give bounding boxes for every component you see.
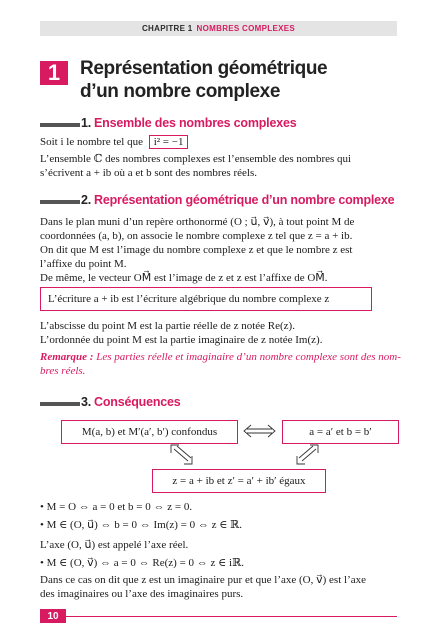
subsection-title: Représentation géométrique d’un nombre complexe (94, 193, 395, 207)
double-arrow-diagonal-right-icon (297, 445, 318, 464)
remark-text-continued: bres réels. (40, 365, 86, 377)
subsection-number: 3. (81, 395, 92, 409)
section-title-line1: Représentation géométrique (80, 58, 328, 79)
footer-rule (66, 616, 397, 617)
text-line: des imaginaires ou l’axe des imaginaires purs. (40, 588, 244, 600)
text-line: Dans le plan muni d’un repère orthonormé (O ; u⃗, v⃗), à tout point M de (40, 216, 355, 228)
chapter-label: CHAPITRE 1 (141, 24, 193, 33)
double-arrow-horizontal-icon (244, 425, 275, 437)
text-line: s’écrivent a + ib où a et b sont des nombres réels. (40, 167, 257, 179)
subsection-title: Conséquences (94, 395, 181, 409)
remark-text: Les parties réelle et imaginaire d’un nombre complexe sont des nom- (96, 351, 401, 363)
text-fragment: Soit i le nombre tel que (40, 136, 143, 148)
section-number: 1 (40, 61, 68, 85)
text-line: On dit que M est l’image du nombre complexe z et que le nombre z est (40, 244, 353, 256)
text-line: Dans ce cas on dit que z est un imaginaire pur et que l’axe (O, v⃗) est l’axe (40, 574, 366, 586)
bullet-line: • M ∈ (O, u⃗) ⇔ b = 0 ⇔ Im(z) = 0 ⇔ z ∈ ℝ. (40, 519, 243, 531)
text-line: L’ensemble ℂ des nombres complexes est l’ensemble des nombres qui (40, 153, 352, 165)
subsection-title: Ensemble des nombres complexes (94, 116, 297, 130)
algebraic-form-box: L’écriture a + ib est l’écriture algébrique du nombre complexe z (40, 287, 372, 311)
consequence-box-right: a = a′ et b = b′ (282, 420, 399, 444)
subsection-number: 2. (81, 193, 92, 207)
chapter-title: NOMBRES COMPLEXES (196, 24, 295, 33)
bullet-line: • M = O ⇔ a = 0 et b = 0 ⇔ z = 0. (40, 501, 193, 513)
text-line: l’affixe du point M. (40, 258, 127, 270)
text-line: L’axe (O, u⃗) est appelé l’axe réel. (40, 539, 189, 551)
page-number: 10 (40, 609, 66, 623)
subsection-number: 1. (81, 116, 92, 130)
consequence-box-left: M(a, b) et M′(a′, b′) confondus (61, 420, 238, 444)
text-line: L’abscisse du point M est la partie réelle de z notée Re(z). (40, 320, 295, 332)
text-line: coordonnées (a, b), on associe le nombre complexe z tel que z = a + ib. (40, 230, 353, 242)
consequence-box-bottom: z = a + ib et z′ = a′ + ib′ égaux (152, 469, 326, 493)
text-line: L’ordonnée du point M est la partie imaginaire de z notée Im(z). (40, 334, 323, 346)
remark-label: Remarque : (40, 351, 94, 363)
formula-box: i² = −1 (149, 135, 189, 149)
double-arrow-diagonal-left-icon (171, 445, 192, 464)
text-line: De même, le vecteur OM⃗ est l’image de z et z est l’affixe de OM⃗. (40, 272, 328, 284)
bullet-line: • M ∈ (O, v⃗) ⇔ a = 0 ⇔ Re(z) = 0 ⇔ z ∈ iℝ. (40, 557, 244, 569)
section-title-line2: d’un nombre complexe (80, 81, 280, 102)
